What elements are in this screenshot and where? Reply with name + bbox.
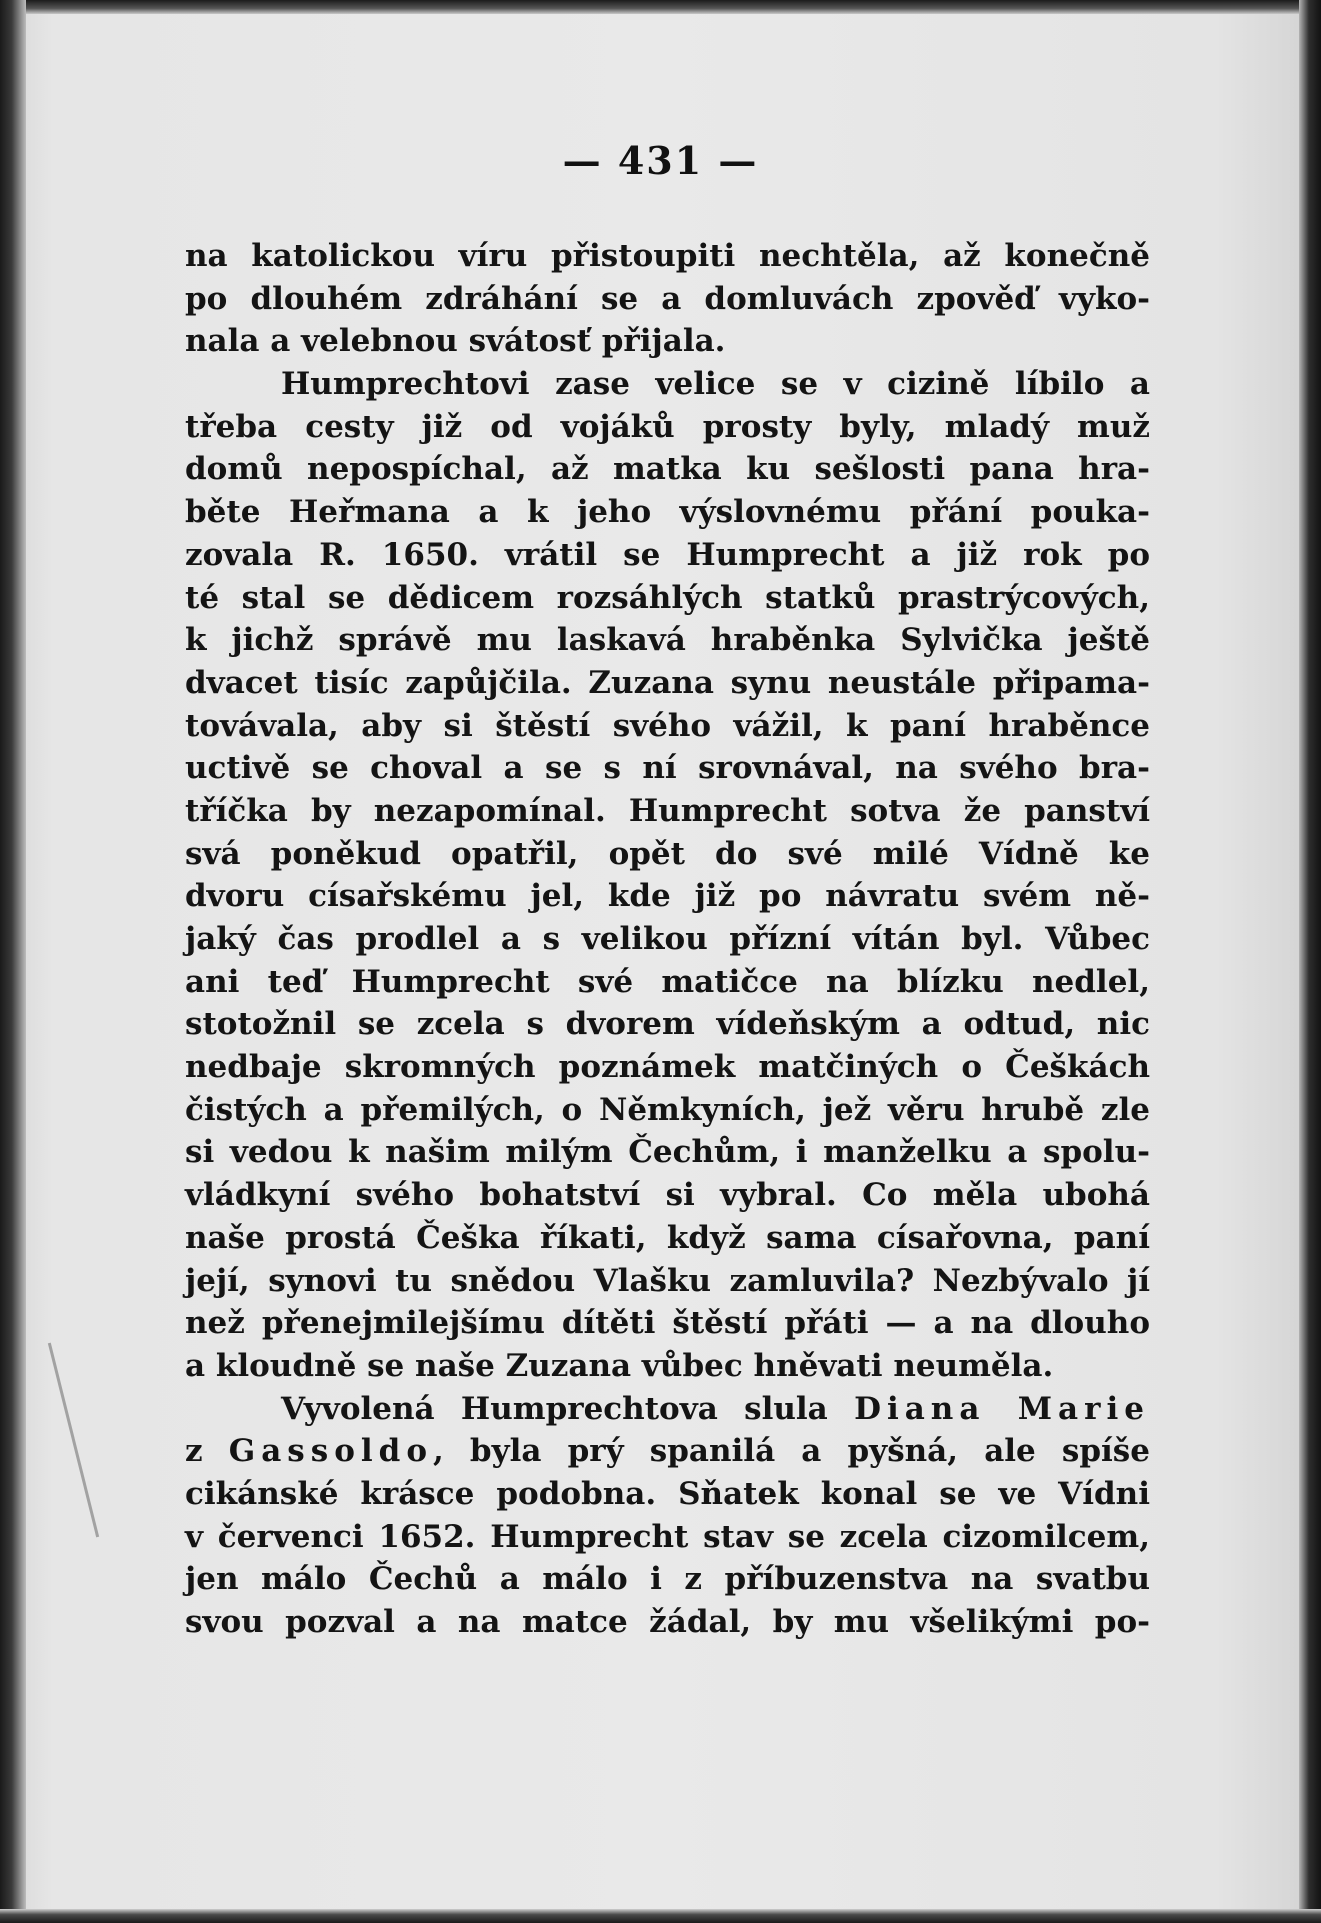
text-line: zovala R. 1650. vrátil se Humprecht a již rok po [185, 536, 1150, 573]
text-line: naše prostá Češka říkati, když sama císařovna, paní [185, 1219, 1150, 1256]
text-line: továvala, aby si štěstí svého vážil, k paní hraběnce [185, 707, 1150, 744]
text-line [185, 1388, 1150, 1431]
scan-edge-bottom [0, 1909, 1321, 1923]
text-line: domů nepospíchal, až matka ku sešlosti pana hra- [185, 451, 1150, 488]
text-line: jaký čas prodlel a s velikou přízní vítán byl. Vůbec [185, 921, 1150, 957]
text-line: třeba cesty již od vojáků prosty byly, mladý muž [185, 408, 1150, 445]
text-line: nedbaje skromných poznámek matčiných o Češkách [185, 1049, 1150, 1086]
spaced-name: Gassoldo [228, 1433, 434, 1470]
text-line: běte Heřmana a k jeho výslovnému přání pouka- [185, 494, 1150, 531]
text-line [185, 1430, 1150, 1473]
text-line: ani teď Humprecht své matičce na blízku nedlel, [185, 963, 1150, 1000]
text-line: nala a velebnou svátosť přijala. [185, 323, 726, 360]
text-line: Humprechtovi zase velice se v cizině líbilo a [281, 366, 1150, 403]
text-line: po dlouhém zdráhání se a domluvách zpověď vyko- [185, 280, 1150, 317]
text-fragment: Vyvolená Humprechtova slula [281, 1390, 855, 1427]
text-line: stotožnil se zcela s dvorem vídeňským a odtud, nic [185, 1006, 1150, 1043]
text-fragment: , byla prý spanilá a pyšná, ale spíše [433, 1433, 1150, 1470]
paper-crease [48, 1343, 99, 1538]
text-line: cikánské krásce podobna. Sňatek konal se ve Vídni [185, 1475, 1150, 1512]
text-line: uctivě se choval a se s ní srovnával, na svého bra- [185, 750, 1150, 787]
spaced-name: Diana Marie [854, 1390, 1150, 1427]
text-line: tříčka by nezapomínal. Humprecht sotva že panství [185, 792, 1150, 829]
text-line: v červenci 1652. Humprecht stav se zcela cizomilcem, [185, 1518, 1150, 1555]
text-line: jen málo Čechů a málo i z příbuzenstva na svatbu [185, 1561, 1150, 1598]
text-fragment: z [185, 1433, 229, 1470]
text-line: vládkyní svého bohatství si vybral. Co měla ubohá [185, 1177, 1150, 1214]
scan-edge-right [1299, 0, 1321, 1923]
text-line: svá poněkud opatřil, opět do své milé Vídně ke [185, 835, 1150, 872]
text-line: si vedou k našim milým Čechům, i manželku a spolu- [185, 1134, 1150, 1171]
text-line: na katolickou víru přistoupiti nechtěla, až konečně [185, 238, 1150, 274]
text-line: její, synovi tu snědou Vlašku zamluvila? Nezbývalo jí [185, 1262, 1150, 1299]
text-line: svou pozval a na matce žádal, by mu všelikými po- [185, 1604, 1150, 1640]
text-line: té stal se dědicem rozsáhlých statků prastrýcových, [185, 579, 1150, 616]
text-line: k jichž správě mu laskavá hraběnka Sylvička ještě [185, 622, 1150, 659]
text-line: než přenejmilejšímu dítěti štěstí přáti — a na dlouho [185, 1305, 1150, 1342]
text-line: a kloudně se naše Zuzana vůbec hněvati neuměla. [185, 1347, 1054, 1384]
scan-edge-top [0, 0, 1321, 14]
page-number: — 431 — [562, 138, 759, 183]
text-line: dvacet tisíc zapůjčila. Zuzana synu neustále připama- [185, 664, 1150, 701]
body-text [185, 235, 1150, 1644]
scan-edge-left [0, 0, 26, 1923]
text-line: dvoru císařskému jel, kde již po návratu svém ně- [185, 878, 1150, 915]
text-line: čistých a přemilých, o Němkyních, jež věru hrubě zle [185, 1091, 1150, 1128]
